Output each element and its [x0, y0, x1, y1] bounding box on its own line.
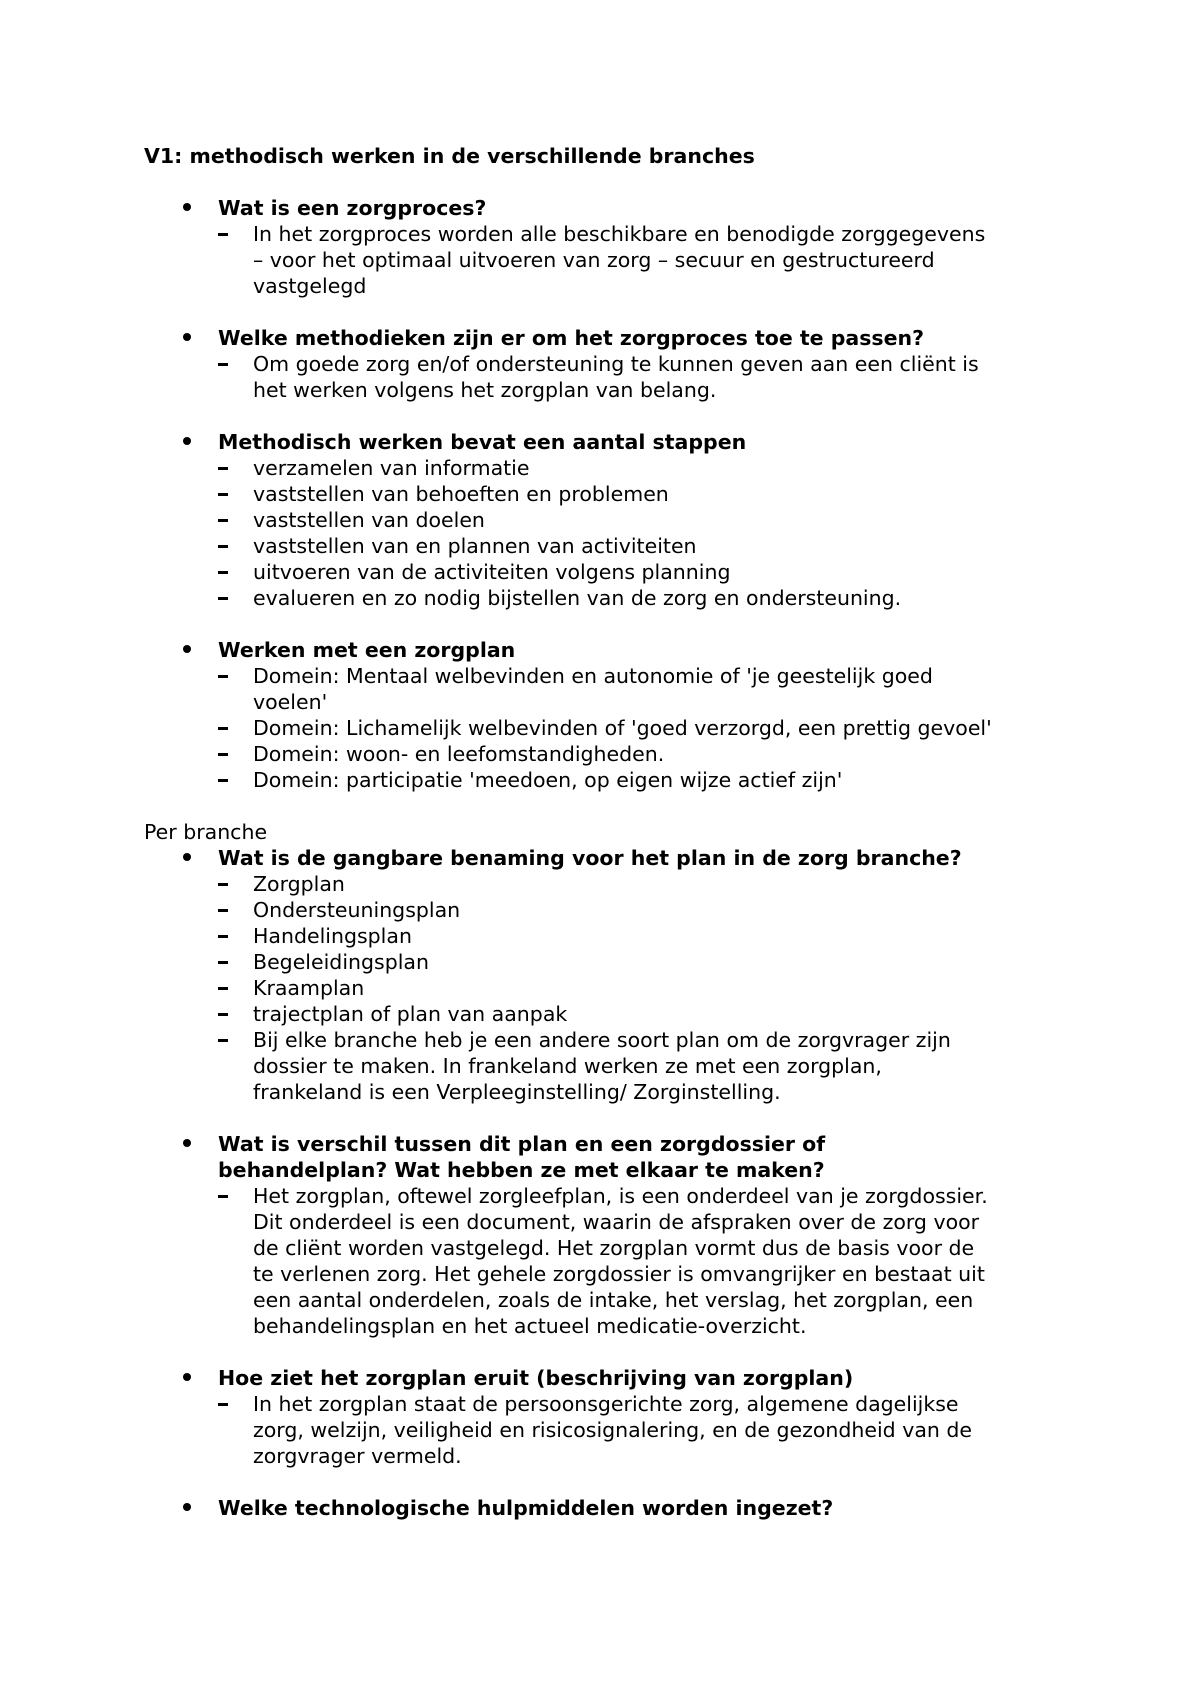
dash-icon [218, 467, 228, 470]
bullet-icon [183, 645, 191, 653]
page-title: V1: methodisch werken in de verschillende branches [144, 144, 755, 168]
list-item-text: frankeland is een Verpleeginstelling/ Zorginstelling. [253, 1080, 781, 1104]
list-item-text: Domein: Mentaal welbevinden en autonomie of 'je geestelijk goed [253, 664, 933, 688]
dash-icon [218, 675, 228, 678]
list-item-text: een aantal onderdelen, zoals de intake, het verslag, het zorgplan, een [253, 1288, 974, 1312]
dash-icon [218, 753, 228, 756]
list-item-text: Bij elke branche heb je een andere soort plan om de zorgvrager zijn [253, 1028, 951, 1052]
list-item-text: te verlenen zorg. Het gehele zorgdossier is omvangrijker en bestaat uit [253, 1262, 985, 1286]
dash-icon [218, 519, 228, 522]
list-item-text: In het zorgplan staat de persoonsgerichte zorg, algemene dagelijkse [253, 1392, 959, 1416]
dash-icon [218, 1013, 228, 1016]
section-heading: Methodisch werken bevat een aantal stappen [218, 430, 747, 454]
dash-icon [218, 935, 228, 938]
list-item-text: vaststellen van en plannen van activiteiten [253, 534, 697, 558]
dash-icon [218, 1195, 228, 1198]
bullet-icon [183, 437, 191, 445]
bullet-icon [183, 203, 191, 211]
list-item-text: trajectplan of plan van aanpak [253, 1002, 568, 1026]
bullet-icon [183, 333, 191, 341]
list-item-text: behandelingsplan en het actueel medicatie-overzicht. [253, 1314, 807, 1338]
list-item-text: Het zorgplan, oftewel zorgleefplan, is een onderdeel van je zorgdossier. [253, 1184, 988, 1208]
section-heading: Wat is verschil tussen dit plan en een zorgdossier of [218, 1132, 826, 1156]
dash-icon [218, 571, 228, 574]
list-item-text: evalueren en zo nodig bijstellen van de zorg en ondersteuning. [253, 586, 902, 610]
dash-icon [218, 727, 228, 730]
list-item-text: Begeleidingsplan [253, 950, 429, 974]
per-branche-label: Per branche [144, 820, 268, 844]
bullet-icon [183, 1139, 191, 1147]
section-heading: Wat is de gangbare benaming voor het plan in de zorg branche? [218, 846, 962, 870]
list-item-text: zorg, welzijn, veiligheid en risicosignalering, en de gezondheid van de [253, 1418, 973, 1442]
bullet-icon [183, 1503, 191, 1511]
list-item-text: Dit onderdeel is een document, waarin de afspraken over de zorg voor [253, 1210, 980, 1234]
dash-icon [218, 493, 228, 496]
list-item-text: Domein: woon- en leefomstandigheden. [253, 742, 665, 766]
dash-icon [218, 1039, 228, 1042]
list-item-text: zorgvrager vermeld. [253, 1444, 462, 1468]
list-item-text: vastgelegd [253, 274, 367, 298]
dash-icon [218, 961, 228, 964]
dash-icon [218, 1403, 228, 1406]
list-item-text: – voor het optimaal uitvoeren van zorg – secuur en gestructureerd [253, 248, 935, 272]
list-item-text: Om goede zorg en/of ondersteuning te kunnen geven aan een cliënt is [253, 352, 979, 376]
bullet-icon [183, 853, 191, 861]
list-item-text: Zorgplan [253, 872, 345, 896]
dash-icon [218, 363, 228, 366]
dash-icon [218, 909, 228, 912]
list-item-text: verzamelen van informatie [253, 456, 530, 480]
section-heading: Welke methodieken zijn er om het zorgproces toe te passen? [218, 326, 925, 350]
list-item-text: dossier te maken. In frankeland werken ze met een zorgplan, [253, 1054, 882, 1078]
dash-icon [218, 597, 228, 600]
list-item-text: de cliënt worden vastgelegd. Het zorgplan vormt dus de basis voor de [253, 1236, 975, 1260]
dash-icon [218, 883, 228, 886]
section-heading: behandelplan? Wat hebben ze met elkaar te maken? [218, 1158, 825, 1182]
list-item-text: Domein: Lichamelijk welbevinden of 'goed verzorgd, een prettig gevoel' [253, 716, 992, 740]
list-item-text: Domein: participatie 'meedoen, op eigen wijze actief zijn' [253, 768, 843, 792]
section-heading: Werken met een zorgplan [218, 638, 516, 662]
list-item-text: Ondersteuningsplan [253, 898, 461, 922]
dash-icon [218, 987, 228, 990]
list-item-text: Handelingsplan [253, 924, 412, 948]
list-item-text: Kraamplan [253, 976, 365, 1000]
dash-icon [218, 545, 228, 548]
list-item-text: In het zorgproces worden alle beschikbare en benodigde zorggegevens [253, 222, 986, 246]
dash-icon [218, 233, 228, 236]
list-item-text: voelen' [253, 690, 328, 714]
dash-icon [218, 779, 228, 782]
section-heading: Welke technologische hulpmiddelen worden ingezet? [218, 1496, 834, 1520]
list-item-text: vaststellen van behoeften en problemen [253, 482, 669, 506]
section-heading: Wat is een zorgproces? [218, 196, 487, 220]
list-item-text: vaststellen van doelen [253, 508, 485, 532]
section-heading: Hoe ziet het zorgplan eruit (beschrijving van zorgplan) [218, 1366, 854, 1390]
list-item-text: het werken volgens het zorgplan van belang. [253, 378, 717, 402]
list-item-text: uitvoeren van de activiteiten volgens planning [253, 560, 731, 584]
bullet-icon [183, 1373, 191, 1381]
